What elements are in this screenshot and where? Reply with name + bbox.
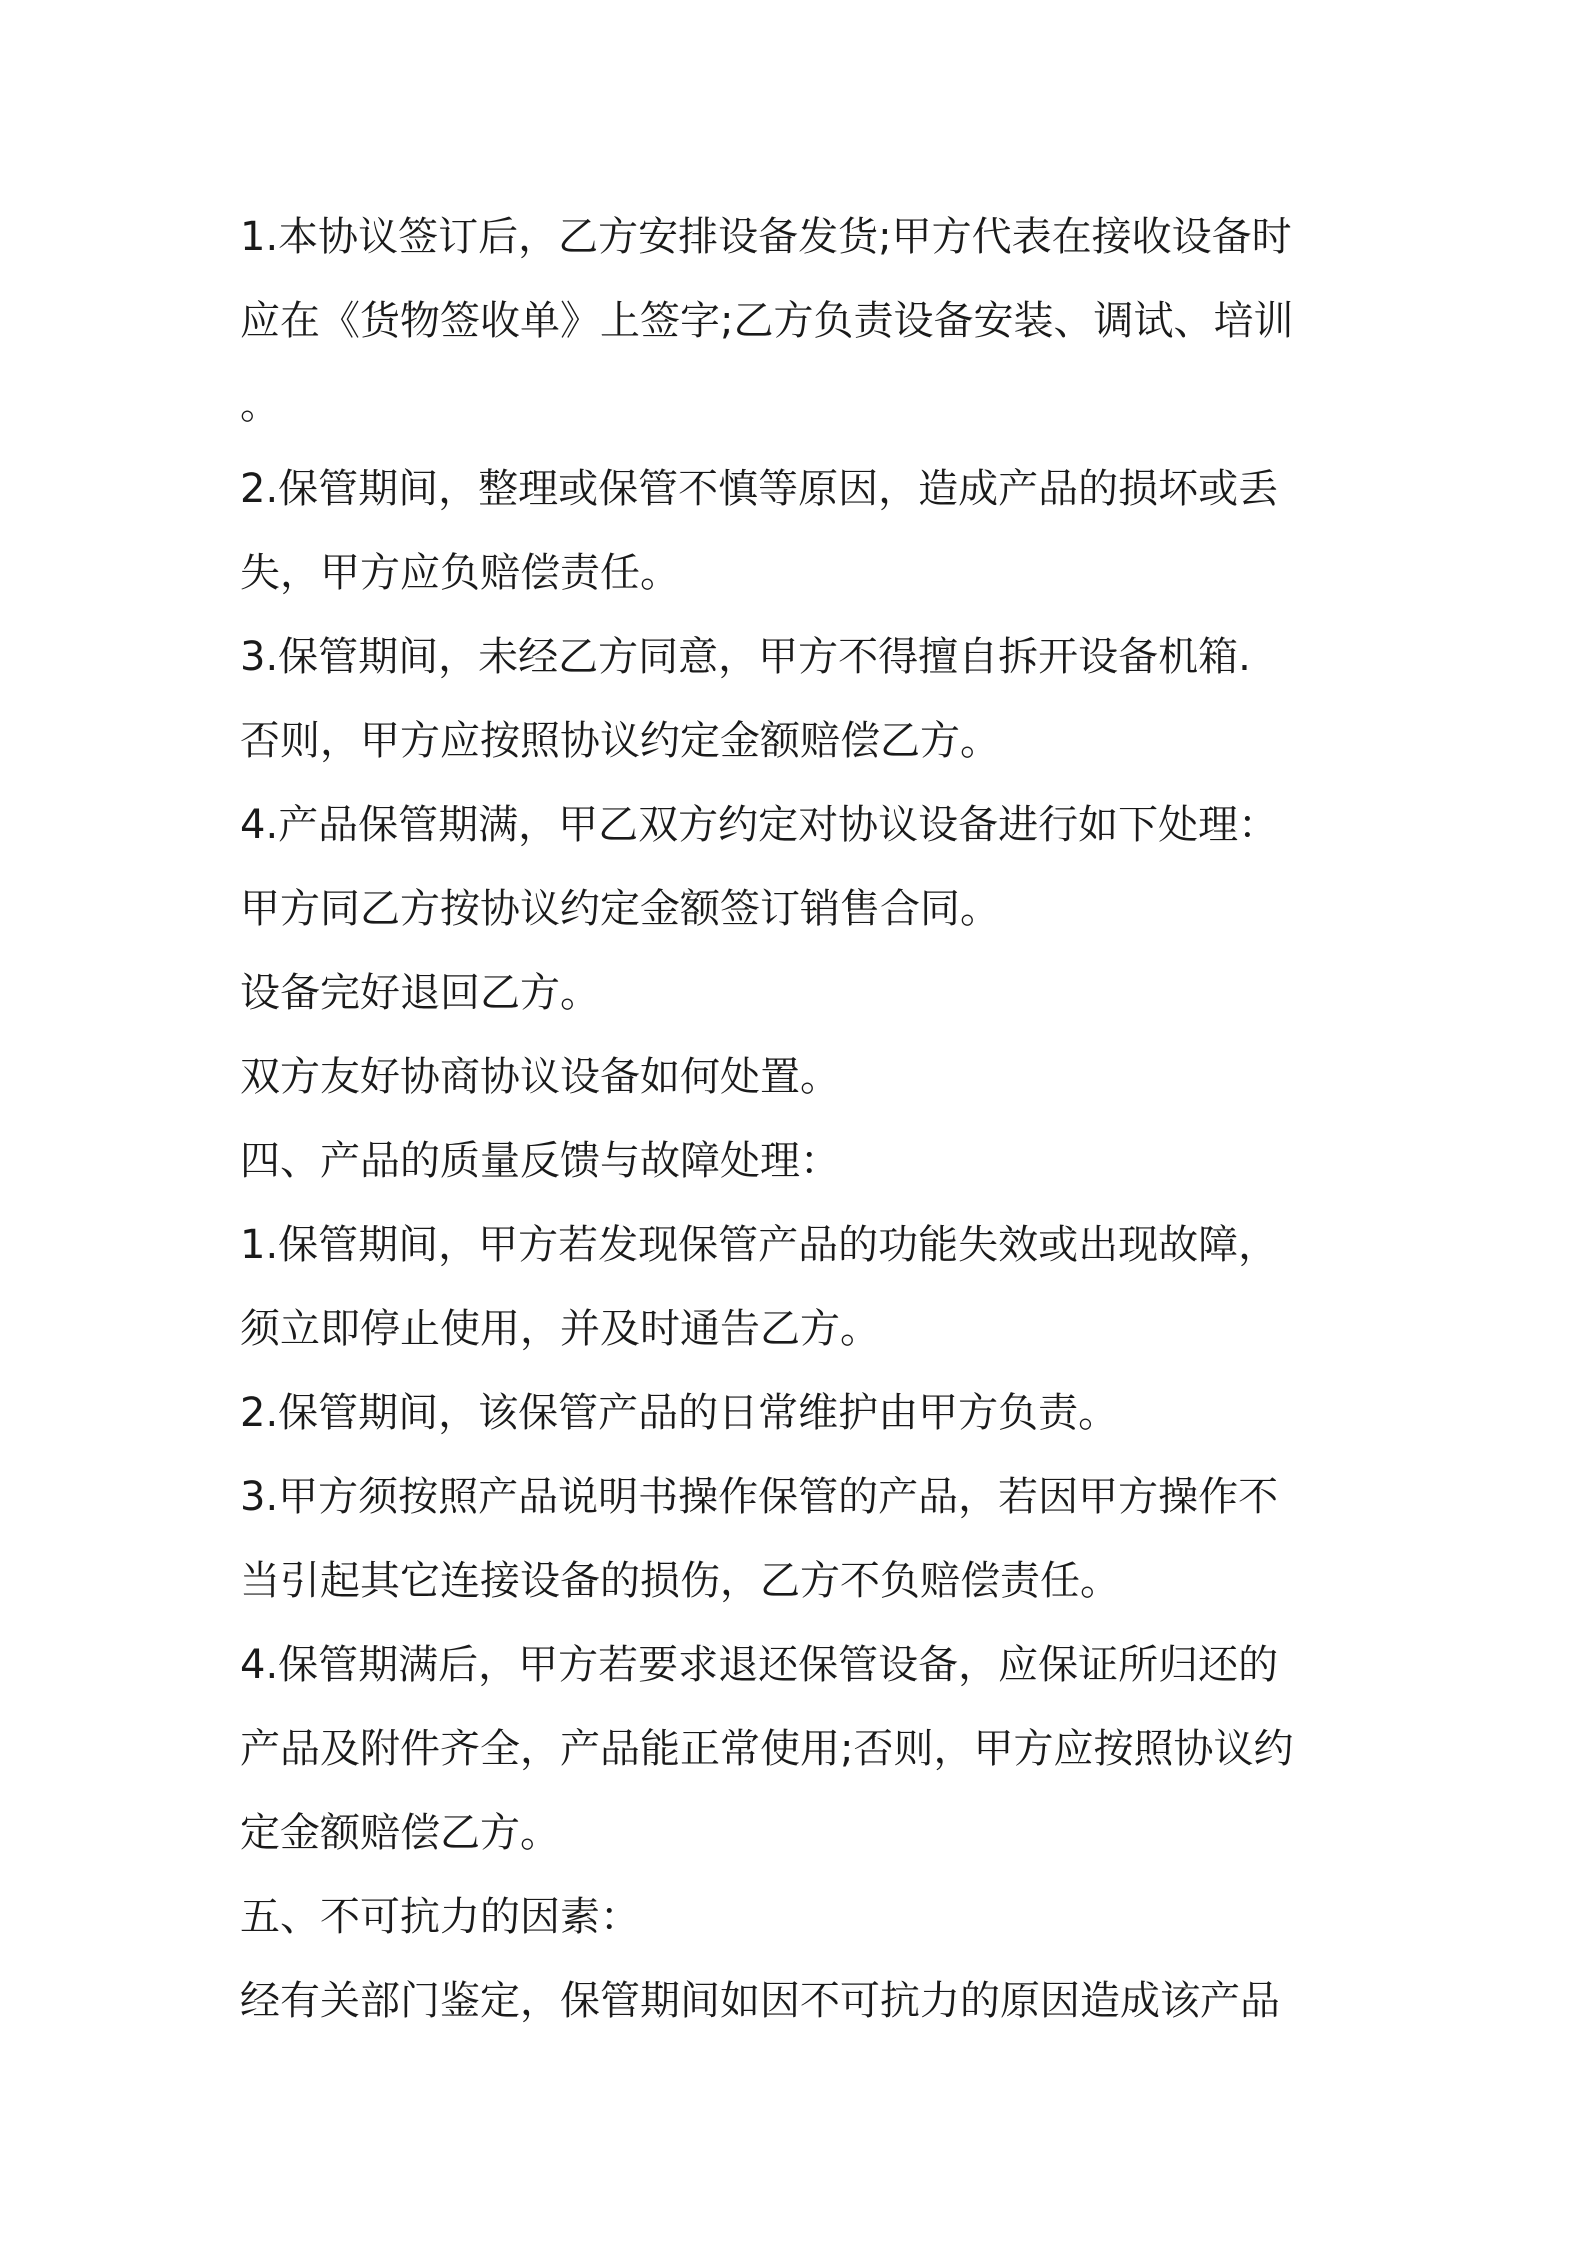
text-line: 设备完好退回乙方。 [240, 970, 600, 1016]
text-line: 2.保管期间，该保管产品的日常维护由甲方负责。 [240, 1390, 1119, 1436]
text-line: 1.本协议签订后，乙方安排设备发货;甲方代表在接收设备时 [240, 214, 1292, 260]
text-line: 2.保管期间，整理或保管不慎等原因，造成产品的损坏或丢 [240, 466, 1279, 512]
text-line: 当引起其它连接设备的损伤，乙方不负赔偿责任。 [240, 1558, 1120, 1604]
text-line: 1.保管期间，甲方若发现保管产品的功能失效或出现故障， [240, 1222, 1279, 1268]
section-heading: 五、不可抗力的因素： [240, 1894, 640, 1940]
text-line: 须立即停止使用，并及时通告乙方。 [240, 1306, 880, 1352]
text-line: 失，甲方应负赔偿责任。 [240, 550, 680, 596]
text-line: 应在《货物签收单》上签字;乙方负责设备安装、调试、培训 [240, 298, 1294, 344]
text-line: 甲方同乙方按协议约定金额签订销售合同。 [240, 886, 1000, 932]
text-line: 4.产品保管期满，甲乙双方约定对协议设备进行如下处理： [240, 802, 1279, 848]
text-line: 3.甲方须按照产品说明书操作保管的产品，若因甲方操作不 [240, 1474, 1279, 1520]
text-line: 经有关部门鉴定，保管期间如因不可抗力的原因造成该产品 [240, 1978, 1280, 2024]
section-heading: 四、产品的质量反馈与故障处理： [240, 1138, 840, 1184]
text-line: 否则，甲方应按照协议约定金额赔偿乙方。 [240, 718, 1000, 764]
text-line: 产品及附件齐全，产品能正常使用;否则，甲方应按照协议约 [240, 1726, 1294, 1772]
text-line: 4.保管期满后，甲方若要求退还保管设备，应保证所归还的 [240, 1642, 1279, 1688]
document-page [240, 195, 1360, 2043]
text-line: 3.保管期间，未经乙方同意，甲方不得擅自拆开设备机箱. [240, 634, 1251, 680]
text-line: 定金额赔偿乙方。 [240, 1810, 560, 1856]
text-line: 。 [240, 382, 280, 428]
text-line: 双方友好协商协议设备如何处置。 [240, 1054, 840, 1100]
